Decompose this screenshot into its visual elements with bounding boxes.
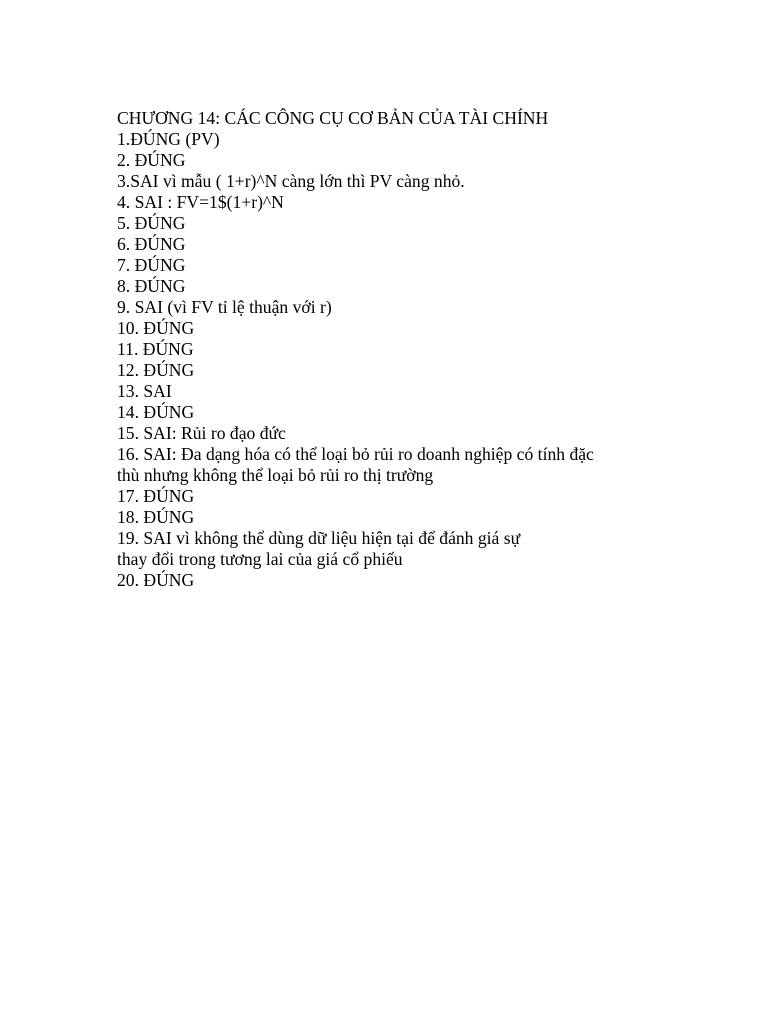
answer-line-8: 8. ĐÚNG: [117, 276, 186, 296]
document-title: CHƯƠNG 14: CÁC CÔNG CỤ CƠ BẢN CỦA TÀI CHÍNH: [117, 108, 549, 128]
answer-line-5: 5. ĐÚNG: [117, 213, 186, 233]
answer-line-16: 16. SAI: Đa dạng hóa có thể loại bỏ rủi ro doanh nghiệp có tính đặc: [117, 444, 594, 464]
answer-line-9: 9. SAI (vì FV tỉ lệ thuận với r): [117, 297, 332, 317]
answer-line-12: 12. ĐÚNG: [117, 360, 195, 380]
answer-line-10: 10. ĐÚNG: [117, 318, 195, 338]
answer-line-20: 20. ĐÚNG: [117, 570, 195, 590]
answer-line-18: 18. ĐÚNG: [117, 507, 195, 527]
answer-line-3: 3.SAI vì mẫu ( 1+r)^N càng lớn thì PV càng nhỏ.: [117, 171, 465, 191]
answer-line-17: 17. ĐÚNG: [117, 486, 195, 506]
answer-line-14: 14. ĐÚNG: [117, 402, 195, 422]
answer-line-7: 7. ĐÚNG: [117, 255, 186, 275]
answer-line-1: 1.ĐÚNG (PV): [117, 129, 220, 149]
answer-line-15: 15. SAI: Rủi ro đạo đức: [117, 423, 286, 443]
answer-line-19-continued: thay đổi trong tương lai của giá cổ phiếu: [117, 549, 403, 569]
answer-line-2: 2. ĐÚNG: [117, 150, 186, 170]
document-body: [117, 108, 657, 591]
answer-line-6: 6. ĐÚNG: [117, 234, 186, 254]
answer-line-13: 13. SAI: [117, 381, 172, 401]
answer-line-11: 11. ĐÚNG: [117, 339, 194, 359]
answer-line-19: 19. SAI vì không thể dùng dữ liệu hiện tại để đánh giá sự: [117, 528, 521, 548]
answer-line-16-continued: thù nhưng không thể loại bỏ rủi ro thị trường: [117, 465, 434, 485]
answer-line-4: 4. SAI : FV=1$(1+r)^N: [117, 192, 284, 212]
